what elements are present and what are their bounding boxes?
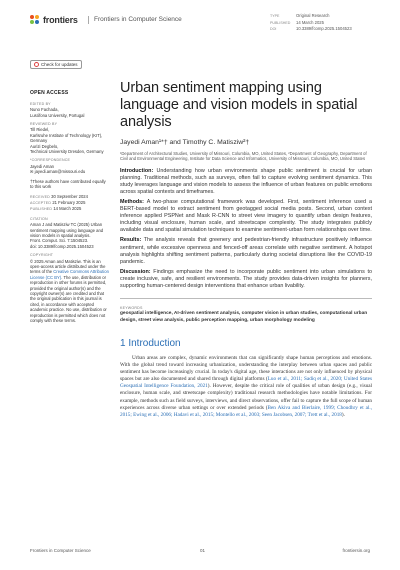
open-access-label: OPEN ACCESS: [30, 90, 69, 97]
published-value: 14 March 2025: [296, 19, 324, 25]
published-date-label: PUBLISHED: [30, 207, 53, 212]
abstract-section-text: Understanding how urban environments shape public sentiment is crucial for urban planning. Traditional methods, such as surveys, often fail to capture evolving sentiment dynamics. This study leverages language and vision models to assess the influence of urban features on public emotions across spatial contexts and timeframes.: [120, 167, 372, 195]
frontiers-logo-icon: [30, 15, 40, 25]
check-updates-label: Check for updates: [41, 62, 78, 67]
keywords-list: geospatial intelligence, AI-driven sentiment analysis, computer vision in urban studies, computational urban design, street view analysis, public perception mapping, urban morphology modeling: [120, 311, 368, 323]
citation-link[interactable]: Luo et al., 2011; Sadiq et al., 2020; United States Geospatial Intelligence Foundation, 2021: [120, 376, 372, 390]
edited-by-label: EDITED BY: [30, 101, 51, 106]
article-title: Urban sentiment mapping using language and vision models in spatial analysis: [120, 80, 358, 130]
article-sidebar: [30, 60, 110, 325]
reviewed-by-label: REVIEWED BY: [30, 122, 58, 127]
check-updates-icon: [34, 62, 39, 67]
abstract-section-label: Discussion:: [120, 268, 151, 275]
citation-link[interactable]: Ben Akiva and Bierlaire, 1999; Choudhry et al., 2015; Ewing et al., 2006; Hadavi et al., 2015; Montello et al., 2003; Seen Jacobsen, 2007; Trett et al., 2018: [120, 404, 372, 418]
article-authors: Jayedi Aman¹*† and Timothy C. Matisziw²†: [120, 139, 250, 146]
edited-by: Nuno Fachada, Lusófona University, Portugal: [30, 107, 85, 118]
article-meta: [270, 13, 352, 33]
dates-block: [30, 194, 110, 213]
abstract-section-label: Methods:: [120, 198, 144, 205]
intro-text: Urban areas are complex, dynamic environments that can significantly shape human perceptions and emotions. With the global trend toward increasing urbanization, understanding the interplay between urban spaces and public sentiment has become increasingly crucial. In today's digital age, these interactions are not only influenced by physical spaces but are also documented and shared through digital platforms (: [120, 354, 372, 383]
footer-site-link[interactable]: frontiersin.org: [342, 548, 370, 553]
copyright-text-post: . The use, distribution or reproduction in other forums is permitted, provided the original author(s) and the copyright owner(s) are credited and that the original publication in this journal is cited, in accordance with accepted academic practice. No use, distribution or reproduction is permitted which does not comply with these terms.: [30, 274, 107, 324]
correspondence-label: *CORRESPONDENCE: [30, 158, 71, 163]
doi-label: DOI: [270, 27, 277, 32]
page-header: [30, 13, 370, 33]
abstract-section-text: A two-phase computational framework was developed. First, sentiment inference used a BERT-based model to extract sentiment from geotagged social media posts. Second, urban context inference applied PSPNet and Mask R-CNN to street view imagery to quantify urban design features, including visual enclosure, human scale, and streetscape complexity. The study integrates publicly available data and spatial simulation techniques to examine sentiment-urban form relationships over time.: [120, 198, 372, 234]
author-affiliations: ¹Department of Architectural Studies, University of Missouri, Columbia, MO, United States, ²Department of Geography, Department of Civil and Environmental Engineering, Institute for Data Science and Informatics, University of Missouri, Columbia, MO, United States: [120, 151, 367, 162]
type-value: Original Research: [296, 13, 330, 18]
accepted-label: ACCEPTED: [30, 200, 52, 205]
cc-by-license-link[interactable]: Creative Commons Attribution License (CC BY): [30, 269, 109, 280]
citation: Aman J and Matisziw TC (2025) Urban sentiment mapping using language and vision models in spatial analysis. Front. Comput. Sci. 7:1504523. doi: 10.3389/fcomp.2025.1504523: [30, 222, 104, 249]
correspondence[interactable]: Jayedi Aman ✉ jayedi.aman@missouri.edu: [30, 163, 86, 175]
footer-journal-link[interactable]: Frontiers in Computer Science: [30, 548, 91, 553]
article-main: [120, 80, 372, 419]
copyright-label: COPYRIGHT: [30, 253, 54, 258]
citation-label: CITATION: [30, 216, 48, 221]
abstract-section-label: Results:: [120, 237, 142, 244]
intro-text: ).: [341, 411, 345, 418]
equal-contribution-note: †These authors have contributed equally to this work: [30, 178, 106, 190]
published-label: PUBLISHED: [270, 20, 291, 25]
copyright-text-pre: © 2025 Aman and Matisziw. This is an open-access article distributed under the terms of the: [30, 258, 106, 275]
abstract: [120, 168, 372, 291]
check-updates-button[interactable]: [30, 60, 82, 69]
reviewed-by: Till Riedel, Karlsruhe Institute of Technology (KIT), Germany Aurizi Degbelo, Technical University Dresden, Germany: [30, 127, 104, 155]
copyright: [30, 259, 110, 324]
type-label: TYPE: [270, 14, 280, 18]
published-date: 14 March 2025: [53, 206, 82, 212]
intro-text: ). However, despite the critical role of qualities of urban design (e.g., visual enclosure, human scale, and streetscape complexity) traditional research methodologies have notable limitations. For example, methods such as field surveys, interviews, and direct observations, offer fail to capture the full scope of human experiences across diverse urban settings or over extended periods (: [120, 383, 372, 411]
introduction-paragraph: [120, 355, 372, 419]
section-heading-introduction: 1 Introduction: [120, 337, 181, 349]
abstract-methods: [120, 199, 372, 234]
journal-name[interactable]: Frontiers in Computer Science: [88, 16, 182, 24]
keywords-label: KEYWORDS: [120, 306, 143, 311]
accepted-date: 21 February 2025: [52, 199, 86, 205]
received-date: 30 September 2024: [51, 193, 88, 199]
abstract-section-label: Introduction:: [120, 167, 154, 174]
abstract-section-text: Findings emphasize the need to incorporate public sentiment into urban simulations to create inclusive, safe, and resilient environments. The study provides data-driven insights for planners, supporting human-centered design interventions that enhance urban livability.: [120, 268, 372, 289]
received-label: RECEIVED: [30, 194, 50, 199]
abstract-discussion: [120, 269, 372, 290]
abstract-results: [120, 237, 372, 265]
logo-text: frontiers: [43, 15, 78, 25]
page-number: 01: [200, 548, 206, 553]
keywords: [120, 298, 372, 324]
abstract-introduction: [120, 168, 372, 196]
doi-link[interactable]: 10.3389/fcomp.2025.1504523: [296, 26, 352, 32]
abstract-section-text: The analysis reveals that greenery and pedestrian-friendly infrastructure positively influence sentiment, while excessive openness and fenced-off areas correlate with negative sentiment. A hotspot analysis highlights shifting sentiment patterns, particularly during societal disruptions like the COVID-19 pandemic.: [120, 237, 372, 265]
frontiers-logo[interactable]: [30, 15, 78, 25]
